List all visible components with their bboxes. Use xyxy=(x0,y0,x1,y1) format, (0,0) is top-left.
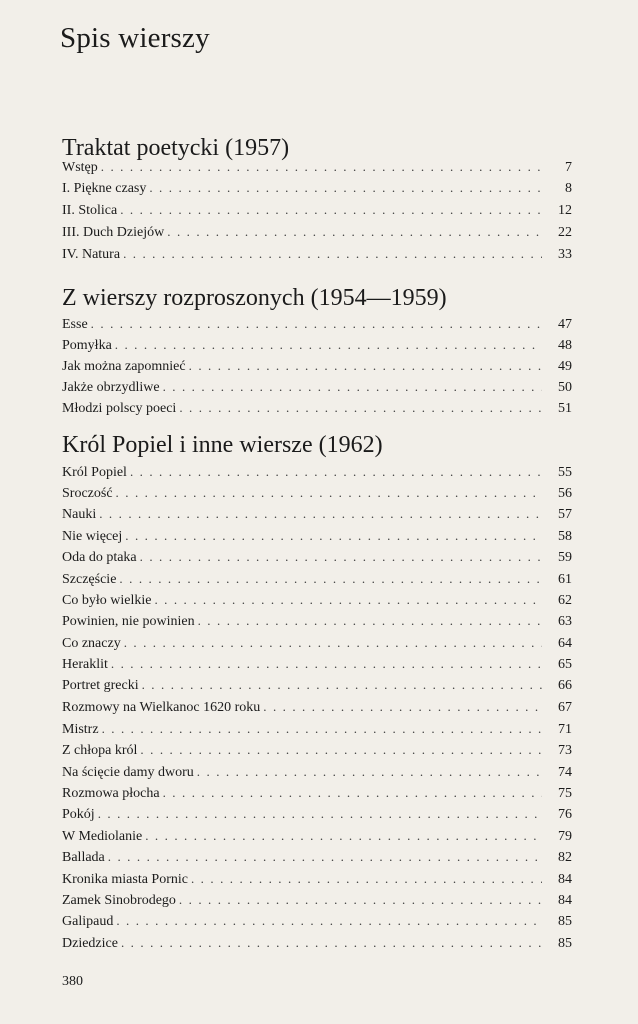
toc-entry[interactable] xyxy=(62,200,572,220)
entry-page-number: 33 xyxy=(558,247,572,262)
toc-entry[interactable] xyxy=(62,675,572,695)
toc-entry[interactable] xyxy=(62,590,572,610)
toc-entry[interactable] xyxy=(62,762,572,782)
entry-title: Rozmowy na Wielkanoc 1620 roku xyxy=(62,700,261,715)
toc-entry[interactable] xyxy=(62,826,572,846)
toc-entry[interactable] xyxy=(62,178,572,198)
entry-title: Powinien, nie powinien xyxy=(62,614,195,629)
entry-title: Heraklit xyxy=(62,657,108,672)
toc-entry[interactable] xyxy=(62,244,572,264)
dot-leader xyxy=(125,526,542,546)
entry-title: Nie więcej xyxy=(62,529,123,544)
entry-page-number: 74 xyxy=(558,765,572,780)
toc-entry[interactable] xyxy=(62,783,572,803)
toc-entry[interactable] xyxy=(62,398,572,418)
entry-title: Sroczość xyxy=(62,486,113,501)
entry-page-number: 55 xyxy=(558,465,572,480)
dot-leader xyxy=(116,911,542,931)
dot-leader xyxy=(101,157,542,177)
entry-title: Na ścięcie damy dworu xyxy=(62,765,194,780)
dot-leader xyxy=(99,504,542,524)
toc-entry[interactable] xyxy=(62,911,572,931)
dot-leader xyxy=(91,314,542,334)
toc-entry[interactable] xyxy=(62,633,572,653)
entry-page-number: 50 xyxy=(558,380,572,395)
dot-leader xyxy=(198,611,542,631)
entry-title: Co znaczy xyxy=(62,636,121,651)
entry-page-number: 57 xyxy=(558,507,572,522)
entry-page-number: 66 xyxy=(558,678,572,693)
toc-entry[interactable] xyxy=(62,547,572,567)
entry-title: Jakże obrzydliwe xyxy=(62,380,160,395)
section-title-z-wierszy: Z wierszy rozproszonych (1954—1959) xyxy=(62,285,447,311)
entry-page-number: 7 xyxy=(565,160,572,175)
toc-entry[interactable] xyxy=(62,847,572,867)
toc-entry[interactable] xyxy=(62,526,572,546)
dot-leader xyxy=(149,178,542,198)
entry-page-number: 62 xyxy=(558,593,572,608)
entry-page-number: 63 xyxy=(558,614,572,629)
entry-page-number: 56 xyxy=(558,486,572,501)
entry-page-number: 59 xyxy=(558,550,572,565)
entry-page-number: 65 xyxy=(558,657,572,672)
entry-page-number: 79 xyxy=(558,829,572,844)
toc-entry[interactable] xyxy=(62,504,572,524)
dot-leader xyxy=(108,847,542,867)
dot-leader xyxy=(115,335,542,355)
toc-entry[interactable] xyxy=(62,356,572,376)
entry-page-number: 22 xyxy=(558,225,572,240)
toc-entry[interactable] xyxy=(62,483,572,503)
entry-page-number: 73 xyxy=(558,743,572,758)
dot-leader xyxy=(142,675,542,695)
dot-leader xyxy=(140,547,542,567)
entry-page-number: 61 xyxy=(558,572,572,587)
dot-leader xyxy=(263,697,542,717)
dot-leader xyxy=(163,377,542,397)
toc-entry[interactable] xyxy=(62,933,572,953)
dot-leader xyxy=(197,762,542,782)
toc-entry[interactable] xyxy=(62,462,572,482)
dot-leader xyxy=(98,804,542,824)
entry-page-number: 58 xyxy=(558,529,572,544)
entry-title: III. Duch Dziejów xyxy=(62,225,165,240)
entry-title: Dziedzice xyxy=(62,936,118,951)
section-title-krol-popiel: Król Popiel i inne wiersze (1962) xyxy=(62,432,383,458)
entry-page-number: 8 xyxy=(565,181,572,196)
entry-title: Jak można zapomnieć xyxy=(62,359,186,374)
entry-title: Zamek Sinobrodego xyxy=(62,893,176,908)
entry-page-number: 49 xyxy=(558,359,572,374)
entry-title: Pokój xyxy=(62,807,95,822)
entry-page-number: 85 xyxy=(558,914,572,929)
dot-leader xyxy=(189,356,542,376)
toc-entry[interactable] xyxy=(62,740,572,760)
section-title-traktat: Traktat poetycki (1957) xyxy=(62,135,290,161)
toc-entry[interactable] xyxy=(62,697,572,717)
dot-leader xyxy=(120,200,542,220)
toc-entry[interactable] xyxy=(62,377,572,397)
toc-entry[interactable] xyxy=(62,569,572,589)
entry-title: Oda do ptaka xyxy=(62,550,137,565)
entry-title: I. Piękne czasy xyxy=(62,181,147,196)
page-title: Spis wierszy xyxy=(60,22,210,54)
dot-leader xyxy=(121,933,542,953)
entry-title: Galipaud xyxy=(62,914,114,929)
entry-title: Mistrz xyxy=(62,722,99,737)
entry-title: Szczęście xyxy=(62,572,117,587)
entry-title: IV. Natura xyxy=(62,247,121,262)
toc-entry[interactable] xyxy=(62,804,572,824)
toc-entry[interactable] xyxy=(62,869,572,889)
dot-leader xyxy=(102,719,542,739)
dot-leader xyxy=(179,398,542,418)
entry-title: Co było wielkie xyxy=(62,593,152,608)
entry-page-number: 71 xyxy=(558,722,572,737)
dot-leader xyxy=(154,590,542,610)
dot-leader xyxy=(145,826,542,846)
toc-entry[interactable] xyxy=(62,314,572,334)
entry-page-number: 76 xyxy=(558,807,572,822)
dot-leader xyxy=(179,890,542,910)
entry-page-number: 67 xyxy=(558,700,572,715)
dot-leader xyxy=(119,569,542,589)
toc-entry[interactable] xyxy=(62,654,572,674)
entry-title: Z chłopa król xyxy=(62,743,138,758)
entry-title: Portret grecki xyxy=(62,678,139,693)
entry-title: Młodzi polscy poeci xyxy=(62,401,177,416)
entry-page-number: 51 xyxy=(558,401,572,416)
entry-title: Rozmowa płocha xyxy=(62,786,160,801)
toc-entry[interactable] xyxy=(62,222,572,242)
toc-entry[interactable] xyxy=(62,157,572,177)
toc-entry[interactable] xyxy=(62,719,572,739)
dot-leader xyxy=(130,462,542,482)
dot-leader xyxy=(116,483,542,503)
dot-leader xyxy=(123,244,542,264)
entry-title: Wstęp xyxy=(62,160,98,175)
entry-title: W Mediolanie xyxy=(62,829,143,844)
toc-entry[interactable] xyxy=(62,890,572,910)
dot-leader xyxy=(167,222,542,242)
entry-page-number: 64 xyxy=(558,636,572,651)
entry-title: Nauki xyxy=(62,507,97,522)
page-folio-number: 380 xyxy=(62,974,83,989)
dot-leader xyxy=(124,633,542,653)
entry-title: II. Stolica xyxy=(62,203,118,218)
dot-leader xyxy=(140,740,542,760)
entry-page-number: 82 xyxy=(558,850,572,865)
entry-title: Ballada xyxy=(62,850,105,865)
entry-title: Pomyłka xyxy=(62,338,112,353)
toc-entry[interactable] xyxy=(62,335,572,355)
entry-title: Esse xyxy=(62,317,88,332)
entry-page-number: 84 xyxy=(558,872,572,887)
entry-page-number: 85 xyxy=(558,936,572,951)
dot-leader xyxy=(163,783,542,803)
entry-page-number: 84 xyxy=(558,893,572,908)
dot-leader xyxy=(191,869,542,889)
entry-page-number: 12 xyxy=(558,203,572,218)
entry-title: Król Popiel xyxy=(62,465,127,480)
entry-page-number: 47 xyxy=(558,317,572,332)
toc-entry[interactable] xyxy=(62,611,572,631)
entry-page-number: 75 xyxy=(558,786,572,801)
dot-leader xyxy=(111,654,542,674)
entry-page-number: 48 xyxy=(558,338,572,353)
entry-title: Kronika miasta Pornic xyxy=(62,872,188,887)
